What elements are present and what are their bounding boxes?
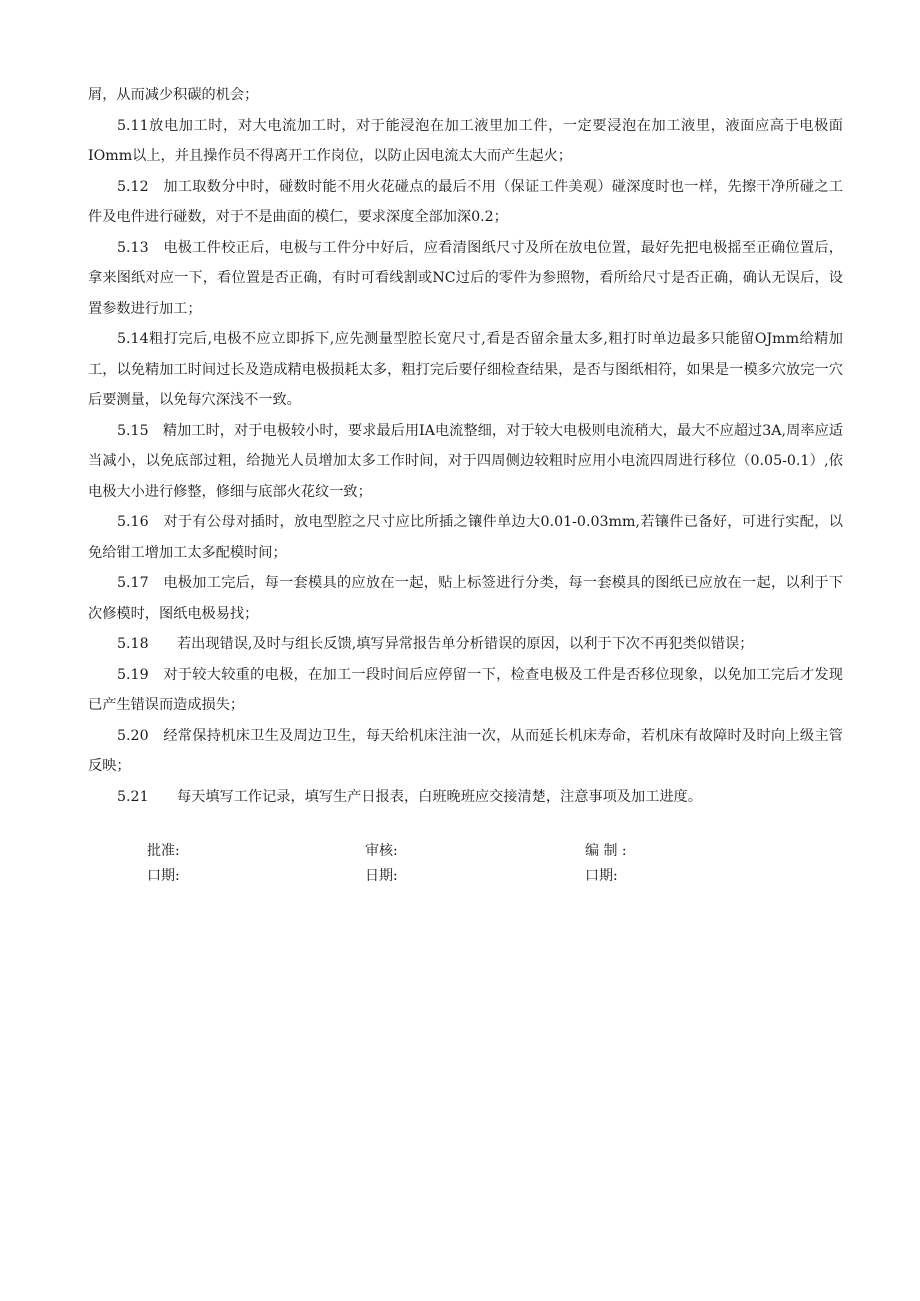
paragraph-5-11: 5.11放电加工时，对大电流加工时，对于能浸泡在加工液里加工件，一定要浸泡在加工液里，液面应高于电极面IOmm以上，并且操作员不得离开工作岗位，以防止因电流太大而产生起火； [88, 117, 843, 164]
review-label: 审核: [365, 843, 398, 859]
paragraph-continuation: 屑，从而减少积碳的机会； [88, 87, 259, 103]
approve-label: 批准: [147, 843, 180, 859]
paragraph-5-16: 5.16 对于有公母对插时，放电型腔之尺寸应比所插之镶件单边大0.01-0.03mm,若镶件已备好，可进行实配，以免给钳工增加工太多配模时间； [88, 514, 843, 561]
prepare-label: 编 制 : [585, 843, 627, 859]
paragraph-5-20: 5.20 经常保持机床卫生及周边卫生，每天给机床注油一次，从而延长机床寿命，若机床有故障时及时向上级主管反映； [88, 727, 843, 774]
prepare-date-label: 口期: [585, 868, 618, 884]
paragraph-5-12: 5.12 加工取数分中时，碰数时能不用火花碰点的最后不用（保证工件美观）碰深度时也一样，先擦干净所碰之工件及电件进行碰数，对于不是曲面的模仁，要求深度全部加深0.2； [88, 178, 843, 225]
approve-date-label: 口期: [147, 868, 180, 884]
signoff-row-dates [147, 864, 707, 889]
signoff-row-names [147, 839, 707, 864]
review-date-label: 日期: [365, 868, 398, 884]
paragraph-5-21: 5.21 每天填写工作记录，填写生产日报表，白班晚班应交接清楚，注意事项及加工进度。 [117, 788, 702, 805]
paragraph-5-17: 5.17 电极加工完后，每一套模具的应放在一起，贴上标签进行分类，每一套模具的图纸已应放在一起，以利于下次修模时，图纸电极易找； [88, 575, 843, 622]
paragraph-5-18: 5.18 若出现错误,及时与组长反馈,填写异常报告单分析错误的原因，以利于下次不再犯类似错误； [117, 636, 754, 652]
paragraph-5-15: 5.15 精加工时，对于电极较小时，要求最后用IA电流整细，对于较大电极则电流稍大，最大不应超过3A,周率应适当减小，以免底部过粗，给抛光人员增加太多工作时间，对于四周侧边较粗时应用小电流四周进行移位（0.05-0.1）,依电极大小进行修整，修细与底部火花纹一致； [88, 422, 843, 500]
document-body [88, 80, 843, 812]
paragraph-5-13: 5.13 电极工件校正后，电极与工件分中好后，应看清图纸尺寸及所在放电位置，最好先把电极摇至正确位置后，拿来图纸对应一下，看位置是否正确，有时可看线割或NC过后的零件为参照物，看所给尺寸是否正确，确认无误后，设置参数进行加工； [88, 239, 843, 317]
signoff-block [147, 839, 707, 889]
paragraph-5-19: 5.19 对于较大较重的电极，在加工一段时间后应停留一下，检查电极及工件是否移位现象，以免加工完后才发现已产生错误而造成损失； [88, 666, 843, 713]
paragraph-5-14: 5.14粗打完后,电极不应立即拆下,应先测量型腔长宽尺寸,看是否留余量太多,粗打时单边最多只能留OJmm给精加工，以免精加工时间过长及造成精电极损耗太多，粗打完后要仔细检查结果，是否与图纸相符，如果是一模多穴放完一穴后要测量，以免每穴深浅不一致。 [88, 331, 843, 408]
